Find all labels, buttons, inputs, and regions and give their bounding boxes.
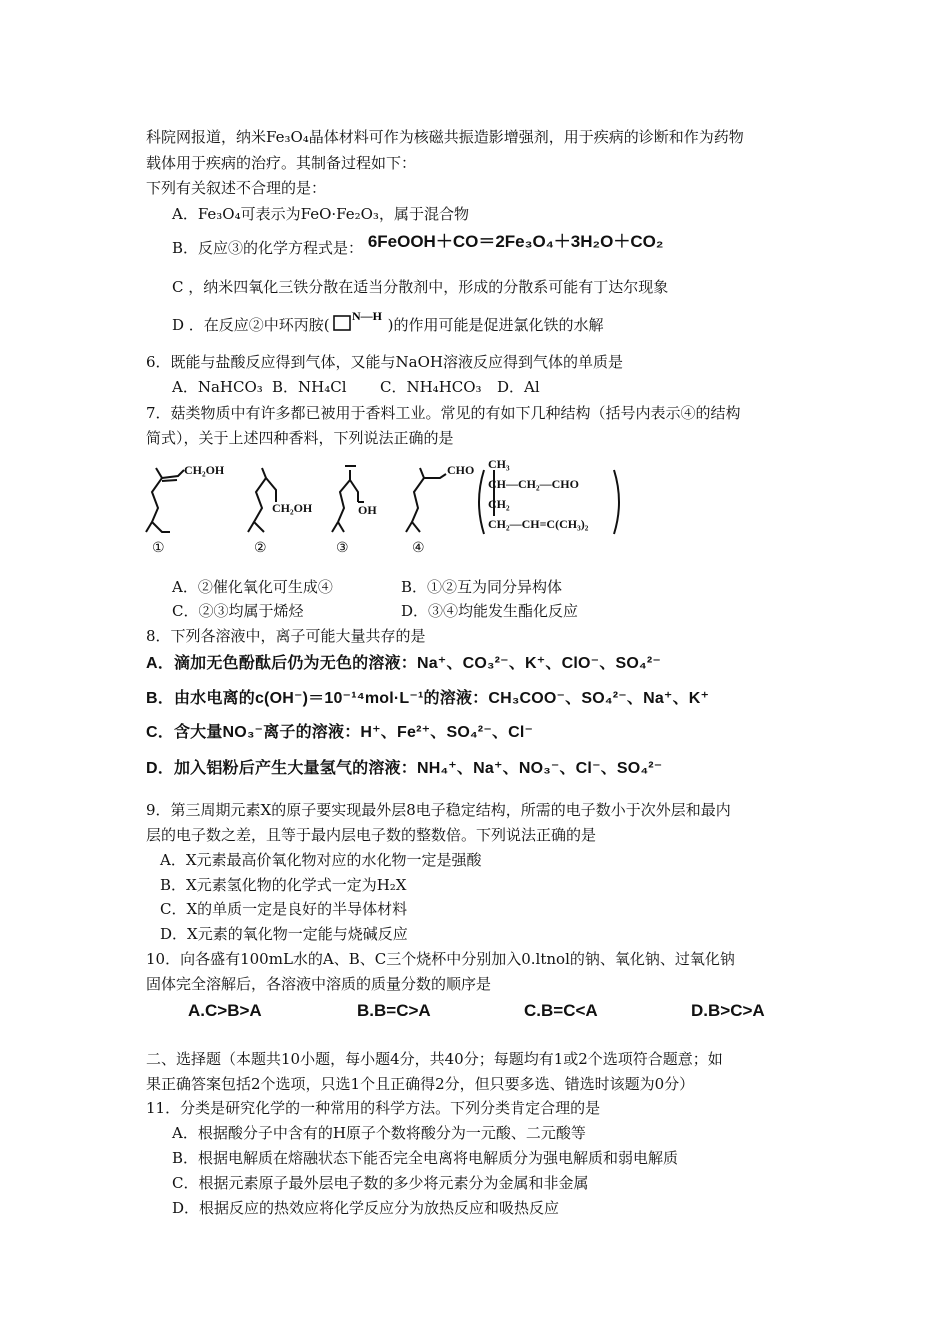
- q9-option-d: D．X元素的氧化物一定能与烧碱反应: [160, 925, 408, 943]
- intro-option-b: [172, 232, 664, 259]
- q11-stem: 11．分类是研究化学的一种常用的科学方法。下列分类肯定合理的是: [146, 1099, 601, 1117]
- struct4-group: CHO: [447, 463, 475, 477]
- q6-option-d: D．Al: [497, 378, 540, 396]
- q7-option-a: A．②催化氧化可生成④: [172, 578, 333, 596]
- q11-option-a: A．根据酸分子中含有的H原子个数将酸分为一元酸、二元酸等: [172, 1124, 586, 1142]
- q9-stem-2: 层的电子数之差，且等于最内层电子数的整数倍。下列说法正确的是: [146, 826, 597, 844]
- q10-stem-2: 固体完全溶解后，各溶液中溶质的质量分数的顺序是: [146, 975, 492, 993]
- q11-option-d: D．根据反应的热效应将化学反应分为放热反应和吸热反应: [172, 1199, 560, 1217]
- q7-stem-1: 7．菇类物质中有许多都已被用于香料工业。常见的有如下几种结构（括号内表示④的结构: [146, 404, 741, 422]
- q10-option-c: C.B=C<A: [524, 1001, 598, 1020]
- struct-label-2: ②: [254, 541, 267, 556]
- intro-option-c: C ，纳米四氧化三铁分散在适当分散剂中，形成的分散系可能有丁达尔现象: [172, 278, 669, 296]
- q10-stem-1: 10．向各盛有100mL水的A、B、C三个烧杯中分别加入0.ltnol的钠、氧化钠、过氧化钠: [146, 950, 735, 968]
- q9-option-b: B．X元素氢化物的化学式一定为H₂X: [160, 876, 407, 894]
- q11-option-c: C．根据元素原子最外层电子数的多少将元素分为金属和非金属: [172, 1174, 589, 1192]
- q7-option-b: B．①②互为同分异构体: [401, 578, 563, 596]
- q9-stem-1: 9．第三周期元素X的原子要实现最外层8电子稳定结构，所需的电子数小于次外层和最内: [146, 801, 731, 819]
- q6-option-a: A．NaHCO₃: [172, 378, 263, 396]
- q9-option-a: A．X元素最高价氧化物对应的水化物一定是强酸: [160, 851, 482, 869]
- q10-option-a: A.C>B>A: [188, 1001, 262, 1020]
- section2-line-1: 二、选择题（本题共10小题，每小题4分，共40分；每题均有1或2个选项符合题意；如: [146, 1050, 723, 1068]
- struct2-group: CH₂OH: [272, 501, 313, 515]
- q7-stem-2: 简式），关于上述四种香料，下列说法正确的是: [146, 429, 454, 447]
- q9-option-c: C．X的单质一定是良好的半导体材料: [160, 900, 408, 918]
- intro-option-b-equation: 6FeOOH＋CO＝2Fe₃O₄＋3H₂O＋CO₂: [367, 232, 664, 251]
- amine-label: N—H: [351, 309, 382, 323]
- intro-line-2: 载体用于疾病的治疗。其制备过程如下：: [146, 154, 417, 172]
- q7-option-c: C．②③均属于烯烃: [172, 602, 304, 620]
- q7-structures-figure: [144, 456, 624, 556]
- intro-option-d-suffix: )的作用可能是促进氯化铁的水解: [387, 316, 604, 334]
- q7-option-d: D．③④均能发生酯化反应: [401, 602, 579, 620]
- struct3-group: OH: [358, 503, 377, 517]
- q8-option-b: B．由水电离的c(OH⁻)＝10⁻¹⁴mol·L⁻¹的溶液：CH₃COO⁻、SO₄²⁻、Na⁺、K⁺: [146, 690, 710, 707]
- cyclopropylamine-structure: [330, 309, 388, 336]
- struct-label-3: ③: [336, 541, 349, 556]
- q6-option-b: B．NH₄Cl: [272, 378, 347, 396]
- intro-option-d: [172, 309, 604, 336]
- q6-stem: 6．既能与盐酸反应得到气体，又能与NaOH溶液反应得到气体的单质是: [146, 353, 623, 371]
- struct-label-4: ④: [412, 541, 425, 556]
- intro-option-d-prefix: D ．在反应②中环丙胺(: [172, 316, 330, 334]
- section2-line-2: 果正确答案包括2个选项，只选1个且正确得2分，但只要多选、错选时该题为0分）: [146, 1075, 695, 1093]
- q11-option-b: B．根据电解质在熔融状态下能否完全电离将电解质分为强电解质和弱电解质: [172, 1149, 679, 1167]
- intro-line-1: 科院网报道，纳米Fe₃O₄晶体材料可作为核磁共振造影增强剂，用于疾病的诊断和作为药物: [146, 128, 744, 146]
- q10-option-d: D.B>C>A: [691, 1001, 765, 1020]
- q8-option-c: C．含大量NO₃⁻离子的溶液：H⁺、Fe²⁺、SO₄²⁻、Cl⁻: [146, 724, 534, 741]
- struct4-formula-line3: CH₂: [488, 497, 510, 511]
- struct1-group: CH₂OH: [184, 463, 225, 477]
- q8-option-d: D．加入铝粉后产生大量氢气的溶液：NH₄⁺、Na⁺、NO₃⁻、Cl⁻、SO₄²⁻: [146, 760, 663, 777]
- struct4-formula-line4: CH₂—CH=C(CH₃)₂: [488, 517, 589, 531]
- struct4-formula-line2: CH—CH₂—CHO: [488, 477, 579, 491]
- intro-option-b-prefix: B．反应③的化学方程式是：: [172, 239, 364, 257]
- q8-option-a: A．滴加无色酚酞后仍为无色的溶液：Na⁺、CO₃²⁻、K⁺、ClO⁻、SO₄²⁻: [146, 655, 662, 672]
- q8-stem: 8．下列各溶液中，离子可能大量共存的是: [146, 627, 426, 645]
- intro-question: 下列有关叙述不合理的是：: [146, 179, 327, 197]
- struct4-formula-line1: CH₃: [488, 457, 510, 471]
- struct-label-1: ①: [152, 541, 165, 556]
- q10-option-b: B.B=C>A: [357, 1001, 431, 1020]
- q6-option-c: C．NH₄HCO₃: [380, 378, 482, 396]
- intro-option-a: A．Fe₃O₄可表示为FeO·Fe₂O₃，属于混合物: [172, 205, 469, 223]
